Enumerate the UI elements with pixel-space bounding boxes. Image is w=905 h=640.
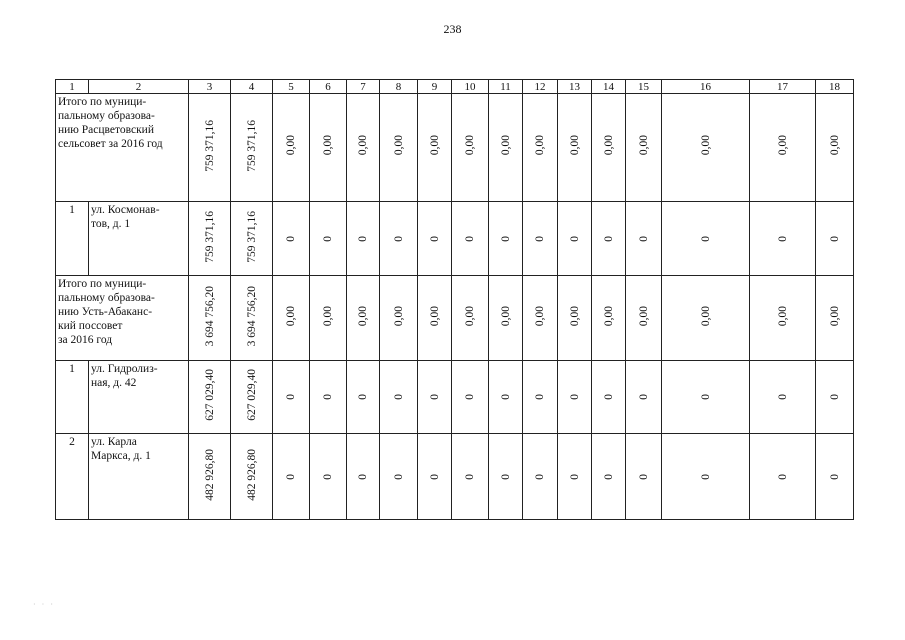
value-cell xyxy=(750,361,816,434)
label-line: Маркса, д. 1 xyxy=(91,450,151,462)
value-cell xyxy=(662,202,750,276)
value-text: 0,00 xyxy=(322,305,334,327)
value-text: 0,00 xyxy=(637,135,650,156)
label-line: Итого по муници- xyxy=(58,278,147,290)
value-text: 482 926,80 xyxy=(203,448,216,501)
value-text: 0 xyxy=(322,394,334,400)
value-text: 0 xyxy=(568,235,581,242)
column-number-cell: 14 xyxy=(592,80,626,94)
value-cell xyxy=(273,276,310,361)
value-text: 0,00 xyxy=(568,135,581,156)
value-cell xyxy=(662,94,750,202)
value-cell xyxy=(592,202,626,276)
value-text: 0,00 xyxy=(776,305,789,327)
value-cell xyxy=(189,276,231,361)
table-row xyxy=(56,202,854,276)
value-text: 0,00 xyxy=(699,135,712,156)
value-text: 0 xyxy=(776,394,789,400)
value-cell xyxy=(273,434,310,520)
value-text: 0 xyxy=(357,235,369,242)
label-line: тов, д. 1 xyxy=(91,218,131,230)
column-number-cell: 1 xyxy=(56,80,89,94)
value-text: 0,00 xyxy=(776,135,789,156)
value-text: 3 694 756,20 xyxy=(245,285,258,347)
value-text: 0 xyxy=(699,394,712,400)
value-cell xyxy=(231,202,273,276)
value-text: 0 xyxy=(392,473,405,480)
value-cell xyxy=(380,361,418,434)
value-cell xyxy=(347,434,380,520)
value-cell xyxy=(523,276,558,361)
value-cell xyxy=(273,361,310,434)
value-cell xyxy=(816,276,854,361)
value-text: 0 xyxy=(602,473,615,480)
value-cell xyxy=(452,276,489,361)
value-text: 0,00 xyxy=(428,135,441,156)
value-text: 759 371,16 xyxy=(203,210,216,263)
value-text: 0 xyxy=(568,473,581,480)
value-cell xyxy=(489,434,523,520)
value-text: 759 371,16 xyxy=(245,210,258,263)
value-text: 0,00 xyxy=(428,305,441,327)
column-number-cell: 17 xyxy=(750,80,816,94)
value-cell xyxy=(231,434,273,520)
address-cell xyxy=(89,361,189,434)
value-text: 0 xyxy=(828,235,841,242)
value-cell xyxy=(626,276,662,361)
value-cell xyxy=(662,434,750,520)
column-number-cell: 11 xyxy=(489,80,523,94)
value-text: 0,00 xyxy=(357,305,369,327)
value-text: 0 xyxy=(534,235,546,242)
value-text: 0 xyxy=(428,473,441,480)
value-text: 0 xyxy=(428,394,441,400)
value-text: 0 xyxy=(699,473,712,480)
value-text: 0,00 xyxy=(357,135,369,156)
value-text: 0 xyxy=(464,473,476,480)
value-cell xyxy=(273,202,310,276)
address-cell xyxy=(89,434,189,520)
table-row xyxy=(56,361,854,434)
value-cell xyxy=(523,434,558,520)
value-cell xyxy=(750,94,816,202)
value-text: 0,00 xyxy=(499,135,512,156)
value-text: 0,00 xyxy=(322,135,334,156)
value-text: 0 xyxy=(499,235,512,242)
value-text: 0 xyxy=(428,235,441,242)
label-line: за 2016 год xyxy=(58,334,113,346)
value-text: 0 xyxy=(828,473,841,480)
value-cell xyxy=(626,361,662,434)
label-line: пальному образова- xyxy=(58,110,155,122)
label-line: ная, д. 42 xyxy=(91,377,137,389)
value-cell xyxy=(558,361,592,434)
value-text: 759 371,16 xyxy=(245,119,258,172)
value-cell xyxy=(592,276,626,361)
column-number-cell: 5 xyxy=(273,80,310,94)
value-cell xyxy=(231,361,273,434)
value-text: 0 xyxy=(828,394,841,400)
column-number-cell: 13 xyxy=(558,80,592,94)
data-table xyxy=(55,79,854,520)
value-cell xyxy=(489,94,523,202)
value-cell xyxy=(592,94,626,202)
column-number-cell: 3 xyxy=(189,80,231,94)
total-label-cell xyxy=(56,94,189,202)
column-number-cell: 16 xyxy=(662,80,750,94)
value-text: 0,00 xyxy=(392,135,405,156)
value-cell xyxy=(523,94,558,202)
label-line: кий поссовет xyxy=(58,320,123,332)
value-text: 0,00 xyxy=(602,305,615,327)
value-cell xyxy=(380,276,418,361)
value-text: 0,00 xyxy=(534,135,546,156)
value-cell xyxy=(380,94,418,202)
column-number-cell: 9 xyxy=(418,80,452,94)
value-text: 0 xyxy=(322,235,334,242)
value-cell xyxy=(452,94,489,202)
label-line: нию Расцветовский xyxy=(58,124,154,136)
value-cell xyxy=(347,361,380,434)
value-cell xyxy=(816,361,854,434)
value-text: 0,00 xyxy=(828,305,841,327)
value-text: 0 xyxy=(357,473,369,480)
value-text: 0 xyxy=(357,394,369,400)
value-cell xyxy=(452,361,489,434)
value-text: 0 xyxy=(534,394,546,400)
value-cell xyxy=(418,434,452,520)
value-text: 0,00 xyxy=(392,305,405,327)
value-cell xyxy=(816,94,854,202)
value-text: 482 926,80 xyxy=(245,448,258,501)
value-cell xyxy=(489,361,523,434)
value-cell xyxy=(418,361,452,434)
value-text: 0,00 xyxy=(464,305,476,327)
value-cell xyxy=(347,276,380,361)
value-cell xyxy=(523,361,558,434)
value-cell xyxy=(750,434,816,520)
value-cell xyxy=(626,434,662,520)
value-text: 627 029,40 xyxy=(245,369,258,421)
value-text: 0 xyxy=(392,394,405,400)
label-line: ул. Карла xyxy=(91,436,137,448)
value-text: 0 xyxy=(499,394,512,400)
value-cell xyxy=(310,361,347,434)
value-cell xyxy=(310,94,347,202)
value-cell xyxy=(310,202,347,276)
value-text: 0 xyxy=(699,235,712,242)
value-cell xyxy=(189,361,231,434)
value-text: 0 xyxy=(464,235,476,242)
row-index-cell: 2 xyxy=(56,434,89,520)
value-text: 0,00 xyxy=(699,305,712,327)
table-body xyxy=(56,80,854,520)
value-text: 3 694 756,20 xyxy=(203,285,216,347)
value-cell xyxy=(816,202,854,276)
value-cell xyxy=(452,434,489,520)
value-text: 0 xyxy=(322,473,334,480)
value-cell xyxy=(592,361,626,434)
value-text: 0 xyxy=(464,394,476,400)
value-text: 0 xyxy=(568,394,581,400)
table-row xyxy=(56,434,854,520)
value-text: 0 xyxy=(285,394,297,400)
value-text: 0,00 xyxy=(568,305,581,327)
value-text: 0 xyxy=(499,473,512,480)
value-text: 0 xyxy=(285,473,297,480)
column-number-cell: 4 xyxy=(231,80,273,94)
column-number-cell: 10 xyxy=(452,80,489,94)
column-number-cell: 12 xyxy=(523,80,558,94)
value-cell xyxy=(558,202,592,276)
value-cell xyxy=(558,434,592,520)
value-cell xyxy=(750,202,816,276)
column-number-cell: 18 xyxy=(816,80,854,94)
column-number-cell: 15 xyxy=(626,80,662,94)
value-cell xyxy=(816,434,854,520)
total-label-cell xyxy=(56,276,189,361)
value-cell xyxy=(592,434,626,520)
value-text: 0 xyxy=(776,235,789,242)
value-cell xyxy=(558,94,592,202)
value-cell xyxy=(489,202,523,276)
value-cell xyxy=(418,94,452,202)
value-cell xyxy=(662,361,750,434)
value-cell xyxy=(310,434,347,520)
value-text: 0,00 xyxy=(534,305,546,327)
column-number-cell: 6 xyxy=(310,80,347,94)
value-text: 0,00 xyxy=(637,305,650,327)
value-cell xyxy=(189,202,231,276)
value-cell xyxy=(558,276,592,361)
value-text: 0 xyxy=(637,394,650,400)
address-cell xyxy=(89,202,189,276)
value-cell xyxy=(189,94,231,202)
value-cell xyxy=(310,276,347,361)
value-text: 627 029,40 xyxy=(203,369,216,421)
value-text: 0 xyxy=(392,235,405,242)
page-number: 238 xyxy=(443,22,462,36)
value-text: 0,00 xyxy=(828,135,841,156)
row-index-cell: 1 xyxy=(56,361,89,434)
value-text: 0,00 xyxy=(285,305,297,327)
value-cell xyxy=(452,202,489,276)
value-cell xyxy=(626,94,662,202)
value-text: 759 371,16 xyxy=(203,119,216,172)
value-cell xyxy=(231,276,273,361)
value-text: 0 xyxy=(637,235,650,242)
value-cell xyxy=(523,202,558,276)
label-line: ул. Гидролиз- xyxy=(91,363,158,375)
value-cell xyxy=(418,276,452,361)
total-row xyxy=(56,94,854,202)
label-line: пальному образова- xyxy=(58,292,155,304)
value-text: 0,00 xyxy=(499,305,512,327)
value-cell xyxy=(347,94,380,202)
column-number-row xyxy=(56,80,854,94)
value-cell xyxy=(662,276,750,361)
value-text: 0 xyxy=(285,235,297,242)
value-cell xyxy=(489,276,523,361)
value-cell xyxy=(380,202,418,276)
value-cell xyxy=(418,202,452,276)
scan-artifact: · · · xyxy=(33,600,55,609)
value-cell xyxy=(231,94,273,202)
value-text: 0,00 xyxy=(464,135,476,156)
column-number-cell: 2 xyxy=(89,80,189,94)
value-text: 0 xyxy=(776,473,789,480)
value-cell xyxy=(380,434,418,520)
value-text: 0,00 xyxy=(602,135,615,156)
label-line: нию Усть-Абаканс- xyxy=(58,306,153,318)
value-text: 0 xyxy=(602,235,615,242)
column-number-cell: 7 xyxy=(347,80,380,94)
label-line: ул. Космонав- xyxy=(91,204,160,216)
value-cell xyxy=(626,202,662,276)
label-line: сельсовет за 2016 год xyxy=(58,138,163,150)
value-cell xyxy=(273,94,310,202)
value-text: 0 xyxy=(602,394,615,400)
value-cell xyxy=(347,202,380,276)
label-line: Итого по муници- xyxy=(58,96,147,108)
row-index-cell: 1 xyxy=(56,202,89,276)
value-text: 0 xyxy=(637,473,650,480)
column-number-cell: 8 xyxy=(380,80,418,94)
value-text: 0 xyxy=(534,473,546,480)
value-cell xyxy=(750,276,816,361)
value-cell xyxy=(189,434,231,520)
value-text: 0,00 xyxy=(285,135,297,156)
total-row xyxy=(56,276,854,361)
